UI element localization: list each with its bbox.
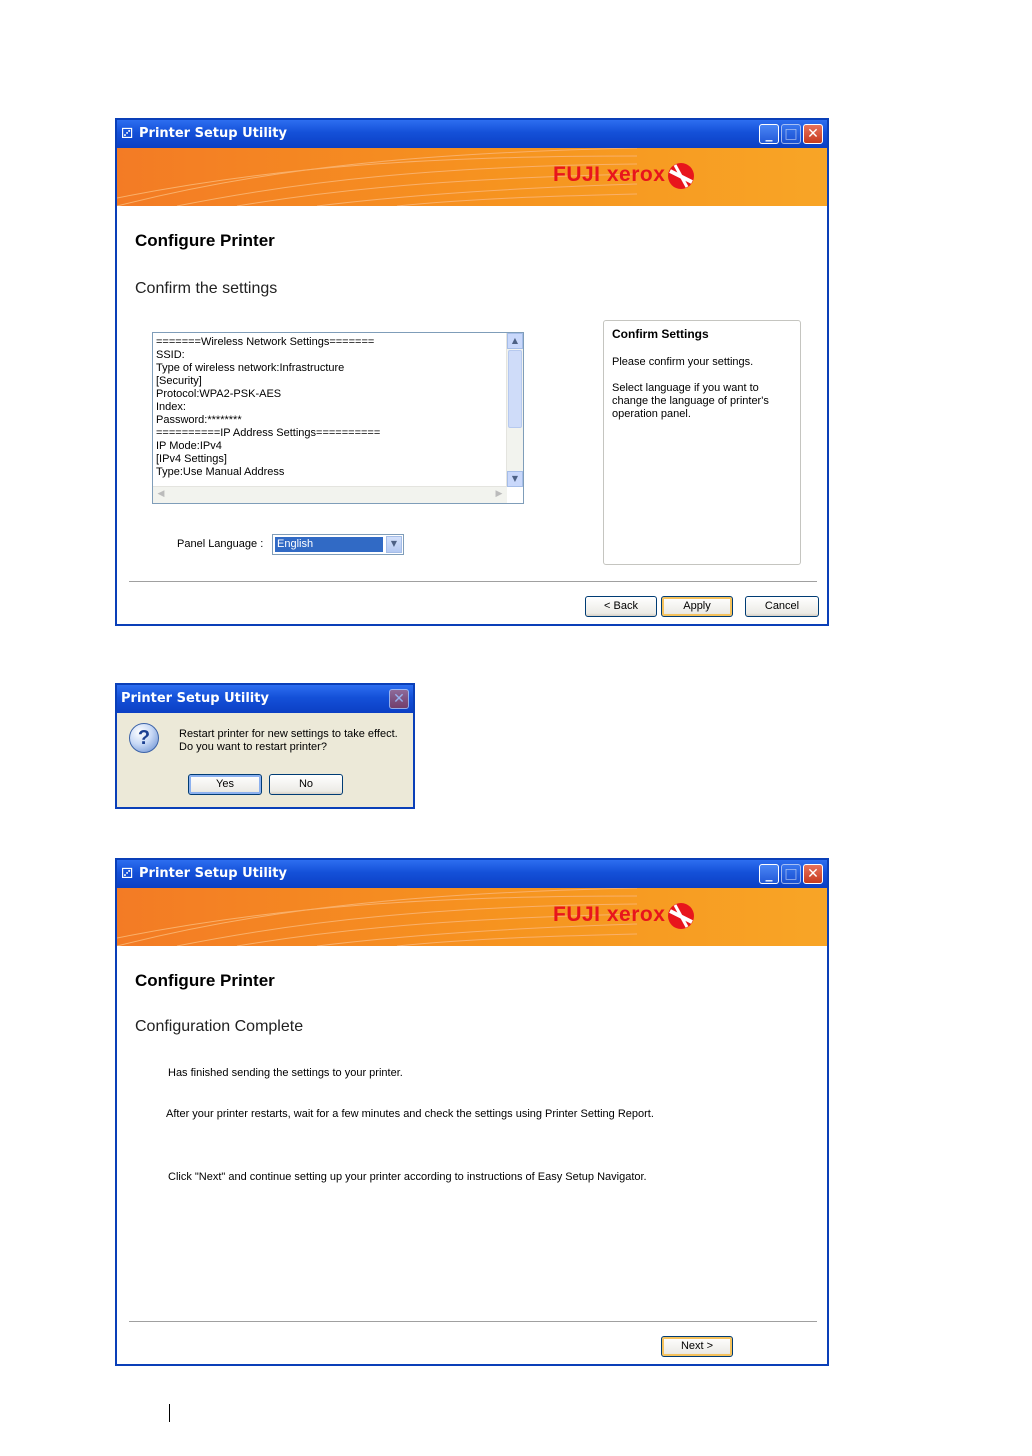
close-button[interactable] [803, 864, 823, 884]
no-button[interactable]: No [269, 774, 343, 795]
scroll-left-button[interactable]: ◀ [157, 489, 165, 499]
settings-line: [Security] [156, 375, 202, 387]
complete-message-1: Has finished sending the settings to your printer. [168, 1067, 403, 1079]
settings-line: [IPv4 Settings] [156, 453, 227, 465]
settings-line: SSID: [156, 349, 185, 361]
help-text-language-3: operation panel. [612, 408, 691, 420]
page-title: Configure Printer [135, 231, 275, 250]
yes-button[interactable]: Yes [188, 774, 262, 795]
footer-separator [129, 1321, 817, 1323]
page-subtitle: Confirm the settings [135, 280, 278, 297]
printer-setup-window-confirm [115, 118, 829, 626]
minimize-icon: _ [765, 866, 773, 882]
minimize-button[interactable] [759, 124, 779, 144]
footer-separator [129, 581, 817, 583]
dialog-title: Printer Setup Utility [121, 691, 269, 706]
help-text-confirm: Please confirm your settings. [612, 356, 754, 368]
settings-listbox[interactable] [152, 332, 524, 504]
brand-banner [117, 148, 827, 206]
page-footer-rule [169, 1404, 170, 1422]
settings-line: Type:Use Manual Address [156, 466, 285, 478]
xerox-sphere-icon [667, 902, 695, 930]
vertical-scrollbar[interactable] [506, 333, 523, 487]
horizontal-scrollbar[interactable] [153, 486, 507, 503]
scroll-down-button[interactable]: ▼ [507, 471, 523, 487]
title-bar[interactable] [117, 860, 827, 888]
minimize-button[interactable] [759, 864, 779, 884]
close-icon: ✕ [393, 691, 405, 707]
settings-lines [156, 336, 505, 479]
settings-line: ==========IP Address Settings========== [156, 427, 381, 439]
panel-language-select[interactable] [272, 534, 404, 555]
help-title: Confirm Settings [612, 327, 709, 341]
dialog-message-line1: Restart printer for new settings to take effect. [179, 728, 398, 740]
dialog-title-bar[interactable] [117, 685, 413, 713]
complete-message-2: After your printer restarts, wait for a few minutes and check the settings using Printer Setting Report. [166, 1108, 654, 1120]
chevron-down-icon[interactable]: ▼ [386, 536, 402, 553]
page-subtitle: Configuration Complete [135, 1018, 304, 1035]
maximize-button [781, 124, 801, 144]
cancel-button[interactable]: Cancel [745, 596, 819, 617]
window-title: Printer Setup Utility [139, 126, 287, 141]
settings-line: Type of wireless network:Infrastructure [156, 362, 345, 374]
scroll-thumb[interactable] [508, 350, 522, 428]
settings-line: =======Wireless Network Settings======= [156, 336, 375, 348]
panel-language-value: English [275, 537, 383, 552]
printer-app-icon: ⚂ [121, 866, 134, 882]
next-button[interactable]: Next > [661, 1336, 733, 1357]
scroll-up-button[interactable]: ▲ [507, 333, 523, 349]
maximize-icon: □ [784, 866, 798, 882]
minimize-icon: _ [765, 126, 773, 142]
restart-dialog [115, 683, 415, 809]
maximize-icon: □ [784, 126, 798, 142]
settings-line: Password:******** [156, 414, 242, 426]
settings-line: IP Mode:IPv4 [156, 440, 222, 452]
apply-button[interactable]: Apply [661, 596, 733, 617]
page-title: Configure Printer [135, 971, 275, 990]
dialog-close-button [389, 689, 409, 709]
maximize-button [781, 864, 801, 884]
fuji-xerox-logo: FUJI xerox [553, 163, 666, 186]
settings-line: Protocol:WPA2-PSK-AES [156, 388, 282, 400]
printer-app-icon: ⚂ [121, 126, 134, 142]
question-icon: ? [129, 723, 159, 753]
dialog-message-line2: Do you want to restart printer? [179, 741, 327, 753]
panel-language-label: Panel Language : [177, 538, 264, 550]
xerox-sphere-icon [667, 162, 695, 190]
help-text-language-1: Select language if you want to [612, 382, 759, 394]
scroll-right-button[interactable]: ▶ [495, 489, 503, 499]
back-button[interactable]: < Back [585, 596, 657, 617]
help-text-language-2: change the language of printer's [612, 395, 769, 407]
window-title: Printer Setup Utility [139, 866, 287, 881]
complete-message-3: Click "Next" and continue setting up your printer according to instructions of Easy Setup Navigator. [168, 1171, 647, 1183]
close-icon: ✕ [807, 126, 819, 142]
brand-banner [117, 888, 827, 946]
title-bar[interactable] [117, 120, 827, 148]
settings-line: Index: [156, 401, 186, 413]
fuji-xerox-logo: FUJI xerox [553, 903, 666, 926]
help-panel [603, 320, 801, 565]
close-button[interactable] [803, 124, 823, 144]
printer-setup-window-complete [115, 858, 829, 1366]
close-icon: ✕ [807, 866, 819, 882]
